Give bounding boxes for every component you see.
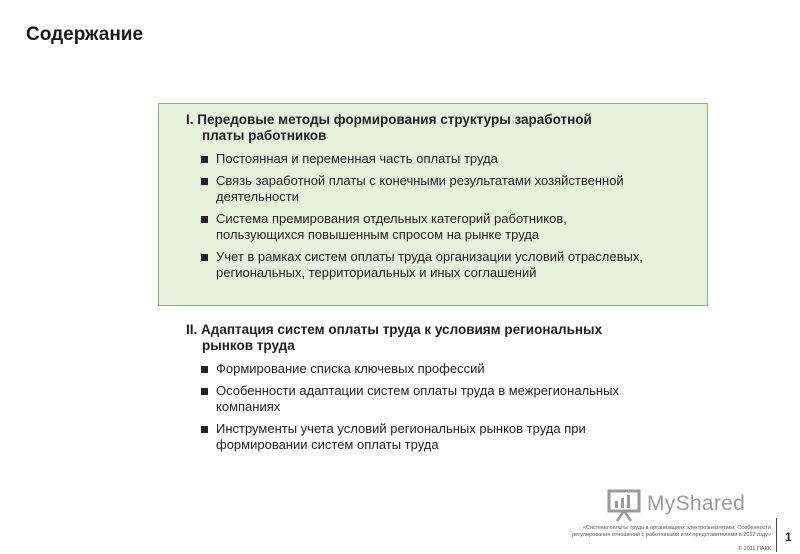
- bullet-square-icon: [201, 388, 208, 395]
- section-2: [186, 322, 656, 459]
- section-2-heading: [186, 322, 656, 354]
- section-1-heading-line1: I. Передовые методы формирования структуры заработной: [186, 112, 592, 127]
- section-2-heading-line1: II. Адаптация систем оплаты труда к условиям региональных: [186, 322, 603, 337]
- section-2-heading-line2: рынков труда: [202, 338, 295, 353]
- bullet-square-icon: [201, 366, 208, 373]
- footer-caption-line1: «Система оплаты труда в организациях электроэнергетики. Особенности: [582, 525, 771, 531]
- bullet-square-icon: [201, 216, 208, 223]
- list-item: [186, 383, 656, 415]
- list-item-text: Особенности адаптации систем оплаты труда в межрегиональных компаниях: [216, 383, 619, 414]
- page-number: 1: [785, 530, 792, 544]
- footer-caption: [556, 525, 771, 539]
- list-item: [186, 421, 656, 453]
- list-item-text: Связь заработной платы с конечными результатами хозяйственной деятельности: [216, 173, 624, 204]
- list-item: [186, 361, 656, 377]
- footer-copyright: © 2011 ПАКК: [738, 546, 771, 552]
- list-item-text: Инструменты учета условий региональных рынков труда при формировании систем оплаты труда: [216, 421, 586, 452]
- bullet-square-icon: [201, 254, 208, 261]
- section-1-heading: [186, 112, 656, 144]
- section-1: [186, 112, 656, 287]
- bullet-square-icon: [201, 156, 208, 163]
- section-1-heading-line2: платы работников: [202, 128, 327, 143]
- list-item: [186, 211, 656, 243]
- bullet-square-icon: [201, 178, 208, 185]
- bullet-square-icon: [201, 426, 208, 433]
- list-item-text: Формирование списка ключевых профессий: [216, 361, 485, 376]
- watermark-text: MyShared: [647, 492, 746, 515]
- list-item: [186, 151, 656, 167]
- watermark: [607, 488, 767, 522]
- list-item-text: Учет в рамках систем оплаты труда организации условий отраслевых, региональных, территориальных и иных соглашений: [216, 249, 643, 280]
- list-item-text: Система премирования отдельных категорий работников, пользующихся повышенным спросом на рынке труда: [216, 211, 567, 242]
- footer-divider: [776, 518, 777, 552]
- list-item: [186, 249, 656, 281]
- list-item-text: Постоянная и переменная часть оплаты труда: [216, 151, 498, 166]
- presentation-board-icon: [607, 488, 641, 522]
- page-title: Содержание: [26, 24, 144, 45]
- footer-caption-line2: регулирования отношений с работниками и их представителями в 2012 году»: [572, 532, 771, 538]
- list-item: [186, 173, 656, 205]
